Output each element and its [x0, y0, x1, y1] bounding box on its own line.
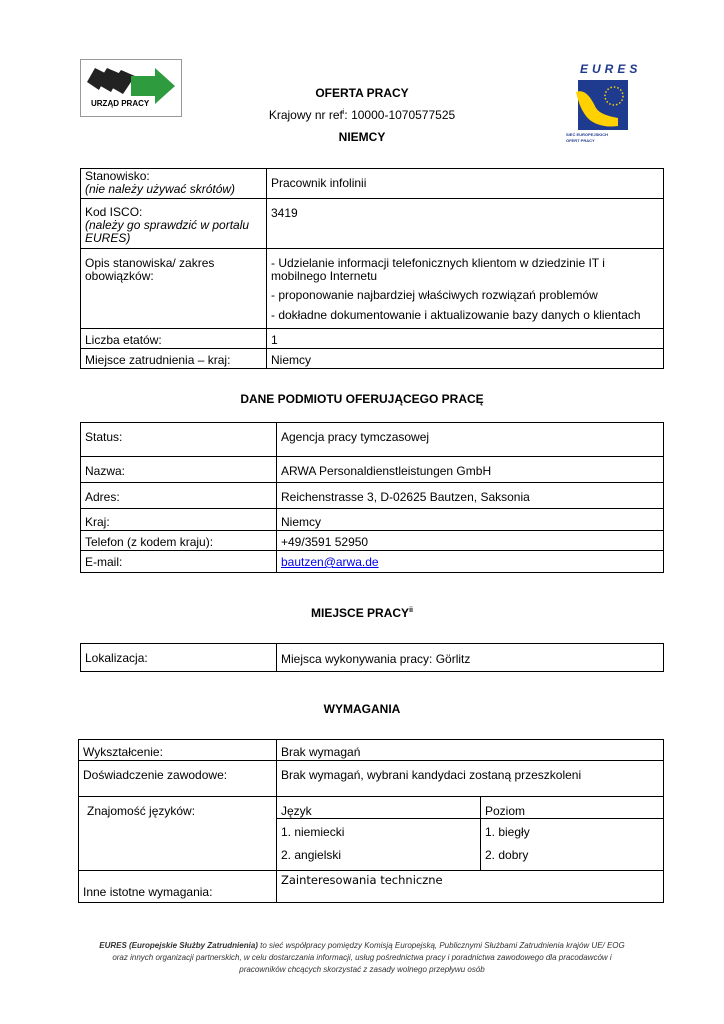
table-row: [79, 761, 664, 797]
position-label: Stanowisko:: [85, 169, 150, 183]
phone-label: Telefon (z kodem kraju):: [81, 531, 277, 551]
table-row: [79, 797, 664, 819]
workplace-table: [80, 643, 664, 672]
level-column-header: Poziom: [481, 797, 664, 819]
level-item: 2. dobry: [485, 848, 529, 862]
education-label: Wykształcenie:: [79, 740, 277, 761]
page-title: OFERTA PRACY: [315, 86, 409, 100]
eures-logo-subtitle-1: SIEĆ EUROPEJSKICH: [566, 132, 609, 137]
employer-country-value: Niemcy: [277, 509, 664, 531]
eures-logo: [558, 62, 642, 148]
duty-item: - Udzielanie informacji telefonicznych klientom w dziedzinie IT i mobilnego Internetu: [271, 256, 605, 283]
languages-label-text: Znajomość języków:: [87, 804, 196, 818]
position-hint: (nie należy używać skrótów): [85, 182, 236, 196]
employer-country-label: Kraj:: [81, 509, 277, 531]
language-column-header: Język: [277, 797, 481, 819]
other-requirements-value: Zainteresowania techniczne: [277, 871, 664, 903]
location-value: Miejsca wykonywania pracy: Görlitz: [277, 644, 664, 672]
employer-table: [80, 422, 664, 573]
work-country-label: Miejsce zatrudnienia – kraj:: [81, 349, 267, 369]
duty-item: - proponowanie najbardziej właściwych rozwiązań problemów: [271, 288, 598, 302]
table-row: [81, 644, 664, 672]
education-value: Brak wymagań: [277, 740, 664, 761]
reference-footnote-mark: i: [342, 109, 345, 116]
table-row: [79, 871, 664, 903]
employer-heading: DANE PODMIOTU OFERUJĄCEGO PRACĘ: [240, 392, 484, 406]
name-value: ARWA Personaldienstleistungen GmbH: [277, 457, 664, 483]
isco-value: 3419: [267, 199, 664, 249]
position-value: Pracownik infolinii: [267, 169, 664, 199]
table-row: [81, 551, 664, 573]
work-country-value: Niemcy: [267, 349, 664, 369]
duties-cell: [267, 249, 664, 329]
languages-label: [79, 797, 277, 871]
isco-label-cell: [81, 199, 267, 249]
workplace-footnote-mark: ii: [409, 607, 413, 614]
footer-line-1-rest: to sieć współpracy pomiędzy Komisją Europejską, Publicznymi Służbami Zatrudnienia krajów UE/ EOG: [257, 941, 625, 950]
language-item: 1. niemiecki: [281, 825, 345, 839]
phone-value: +49/3591 52950: [277, 531, 664, 551]
isco-label: Kod ISCO:: [85, 205, 143, 219]
table-row: [81, 531, 664, 551]
footer-line-2: oraz innych organizacji partnerskich, w celu dostarczania informacji, usług pośrednictwa pracy i poradnictwa zawodowego dla pracodawców i: [112, 953, 612, 962]
table-row: [81, 329, 664, 349]
other-requirements-label: Inne istotne wymagania:: [79, 871, 277, 903]
table-row: [81, 509, 664, 531]
reference-label: Krajowy nr ref: [268, 108, 343, 122]
footer: [60, 940, 664, 976]
urzad-pracy-logo-text: URZĄD PRACY: [91, 99, 150, 108]
footer-line-3: pracowników chcących skorzystać z zasady wolnego przepływu osób: [239, 965, 485, 974]
email-link[interactable]: bautzen@arwa.de: [281, 555, 379, 569]
table-row: [79, 740, 664, 761]
footer-eures-name: EURES (Europejskie Służby Zatrudnienia): [99, 941, 258, 950]
table-row: [81, 169, 664, 199]
position-label-cell: [81, 169, 267, 199]
table-row: [81, 483, 664, 509]
experience-label: Doświadczenie zawodowe:: [79, 761, 277, 797]
isco-hint: (należy go sprawdzić w portalu EURES): [85, 218, 250, 245]
table-row: [81, 457, 664, 483]
status-value: Agencja pracy tymczasowej: [277, 423, 664, 457]
footer-line-1: [60, 940, 664, 952]
positions-count-label: Liczba etatów:: [81, 329, 267, 349]
workplace-heading: [262, 606, 462, 620]
levels-list: [481, 819, 664, 871]
reference-number: [212, 108, 512, 122]
table-row: [81, 423, 664, 457]
requirements-heading: WYMAGANIA: [323, 702, 401, 716]
languages-list: [277, 819, 481, 871]
eures-logo-subtitle-2: OFERT PRACY: [566, 138, 595, 143]
experience-value: Brak wymagań, wybrani kandydaci zostaną przeszkoleni: [277, 761, 664, 797]
language-item: 2. angielski: [281, 848, 342, 862]
address-value: Reichenstrasse 3, D-02625 Bautzen, Saksonia: [277, 483, 664, 509]
reference-value: : 10000-1070577525: [344, 108, 456, 122]
urzad-pracy-logo: [80, 59, 182, 117]
address-label: Adres:: [81, 483, 277, 509]
name-label: Nazwa:: [81, 457, 277, 483]
table-row: [81, 199, 664, 249]
workplace-heading-text: MIEJSCE PRACY: [311, 606, 410, 620]
country-heading: NIEMCY: [338, 130, 386, 144]
email-cell: [277, 551, 664, 573]
job-table: [80, 168, 664, 369]
table-row: [81, 349, 664, 369]
level-item: 1. biegły: [485, 825, 530, 839]
description-label: Opis stanowiska/ zakres obowiązków:: [81, 249, 267, 329]
table-row: [81, 249, 664, 329]
eures-logo-text: EURES: [580, 62, 642, 76]
positions-count-value: 1: [267, 329, 664, 349]
requirements-table: [78, 739, 664, 903]
status-label: Status:: [81, 423, 277, 457]
email-label: E-mail:: [81, 551, 277, 573]
duty-item: - dokładne dokumentowanie i aktualizowanie bazy danych o klientach: [271, 308, 641, 322]
location-label: Lokalizacja:: [81, 644, 277, 672]
